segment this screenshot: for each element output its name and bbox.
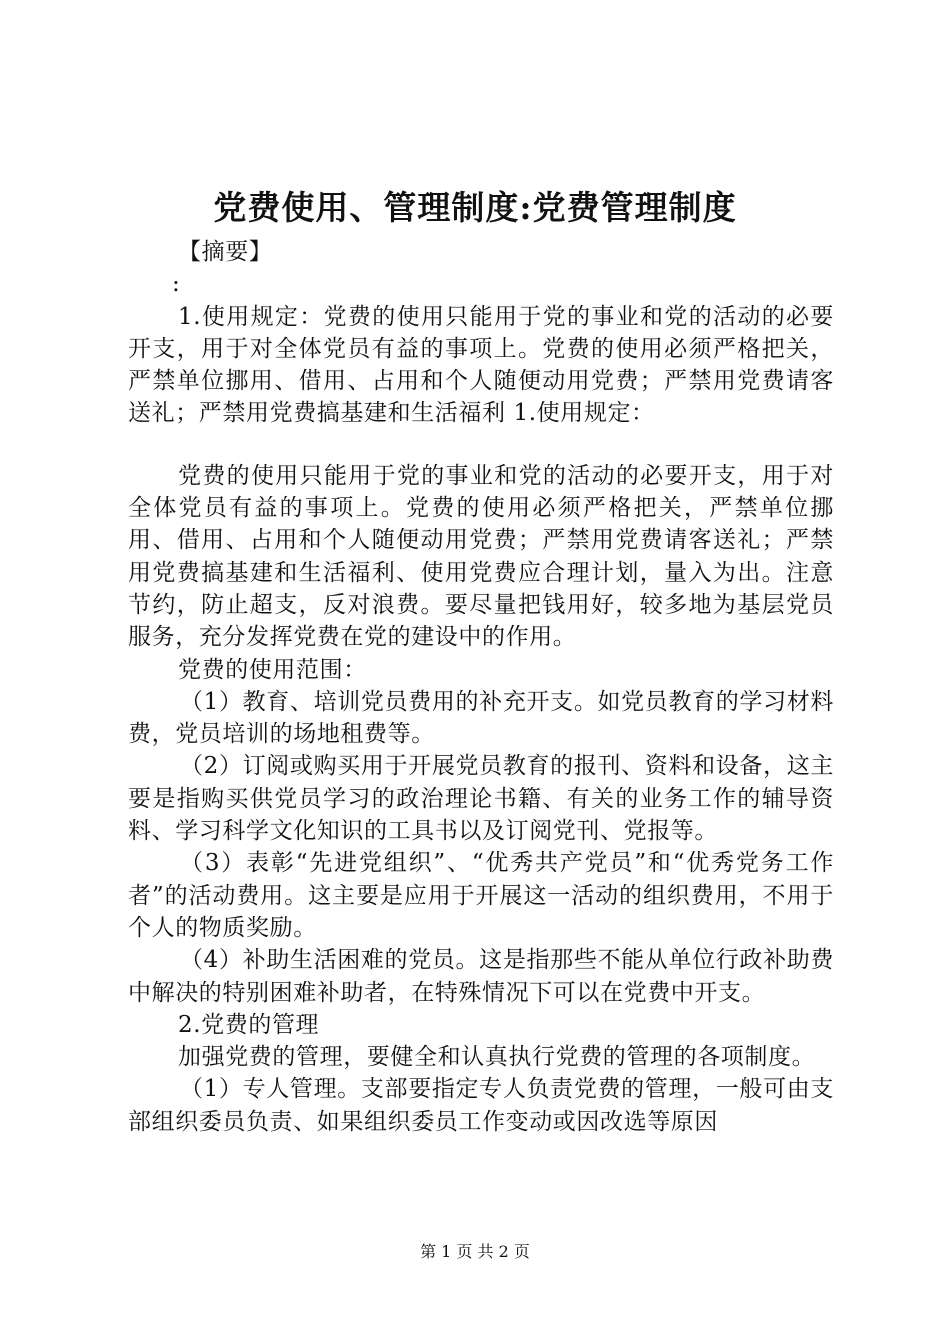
abstract-colon: : [172,271,181,298]
paragraph-usage-scope-heading: 党费的使用范围： [178,656,367,683]
paragraph-usage-rule: 党费的使用只能用于党的事业和党的活动的必要开支，用于对全体党员有益的事项上。党费的使用必须严格把关，严禁单位挪用、借用、占用和个人随便动用党费；严禁用党费请客送礼；严禁用党费搞基建和生活福利、使用党费应合理计划，量入为出。注意节约，防止超支，反对浪费。要尽量把钱用好，较多地为基层党员服务，充分发挥党费在党的建设中的作用。 [128,462,834,651]
paragraph-scope-item-4: （4）补助生活困难的党员。这是指那些不能从单位行政补助费中解决的特别困难补助者，在特殊情况下可以在党费中开支。 [128,947,834,1006]
paragraph-scope-item-1: （1）教育、培训党员费用的补充开支。如党员教育的学习材料费，党员培训的场地租费等。 [128,688,834,748]
paragraph-usage-rule-summary: 1.使用规定：党费的使用只能用于党的事业和党的活动的必要开支，用于对全体党员有益的事项上。党费的使用必须严格把关，严禁单位挪用、借用、占用和个人随便动用党费；严禁用党费请客送礼；严禁用党费搞基建和生活福利 1.使用规定： [128,303,834,427]
paragraph-management-item-1: （1）专人管理。支部要指定专人负责党费的管理，一般可由支部组织委员负责、如果组织委员工作变动或因改选等原因 [128,1076,834,1135]
section-heading-management: 2.党费的管理 [178,1011,320,1038]
abstract-label: 【摘要】 [178,239,273,265]
paragraph-scope-item-3: （3）表彰“先进党组织”、“优秀共产党员”和“优秀党务工作者”的活动费用。这主要是应用于开展这一活动的组织费用，不用于个人的物质奖励。 [128,850,834,941]
document-body [128,236,834,1138]
page-footer: 第 1 页 共 2 页 [420,1242,530,1261]
paragraph-scope-item-2: （2）订阅或购买用于开展党员教育的报刊、资料和设备，这主要是指购买供党员学习的政治理论书籍、有关的业务工作的辅导资料、学习科学文化知识的工具书以及订阅党刊、党报等。 [128,753,834,845]
paragraph-gap [128,430,834,460]
paragraph-management-intro: 加强党费的管理，要健全和认真执行党费的管理的各项制度。 [178,1044,816,1071]
document-title: 党费使用、管理制度:党费管理制度 [213,188,737,227]
